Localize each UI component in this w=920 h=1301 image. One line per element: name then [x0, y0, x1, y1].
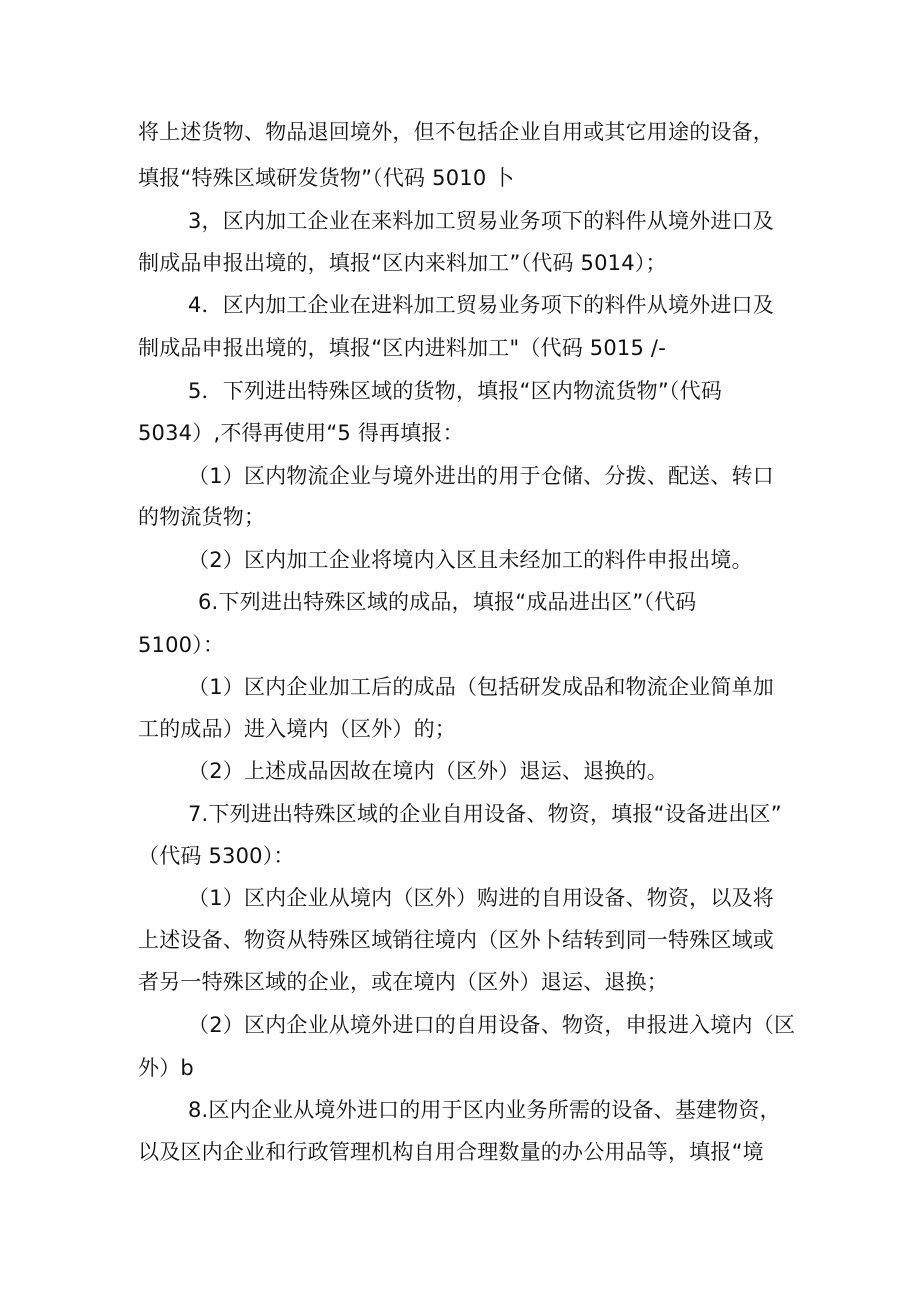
text-line: （2）区内企业从境外进口的自用设备、物资，申报进入境内（区 — [188, 1013, 796, 1037]
text-line: （1）区内企业从境内（区外）购进的自用设备、物资，以及将 — [188, 886, 774, 910]
text-line: 上述设备、物资从特殊区域销往境内（区外卜结转到同一特殊区域或 — [138, 928, 774, 952]
text-line: 5．下列进出特殊区域的货物，填报“区内物流货物”（代码 — [188, 379, 723, 403]
text-line: （代码 5300）： — [138, 844, 295, 868]
text-line: 将上述货物、物品退回境外，但不包括企业自用或其它用途的设备， — [138, 120, 774, 144]
text-line: 制成品申报出境的，填报“区内来料加工”（代码 5014）； — [138, 251, 667, 275]
text-line: （1）区内物流企业与境外进出的用于仓储、分拨、配送、转口 — [188, 464, 774, 488]
text-line: 工的成品）进入境内（区外）的； — [138, 717, 456, 741]
text-line: 7.下列进出特殊区域的企业自用设备、物资，填报“设备进出区” — [188, 802, 782, 826]
text-line: 以及区内企业和行政管理机构自用合理数量的办公用品等，填报“境 — [138, 1140, 764, 1164]
text-line: 5100）： — [138, 633, 225, 657]
text-line: 制成品申报出境的，填报“区内进料加工"（代码 5015 /- — [138, 336, 666, 360]
text-line: 6.下列进出特殊区域的成品，填报“成品进出区”（代码 — [198, 590, 697, 614]
text-line: 者另一特殊区域的企业，或在境内（区外）退运、退换； — [138, 970, 668, 994]
text-line: 外）b — [138, 1056, 194, 1080]
text-line: （2）区内加工企业将境内入区且未经加工的料件申报出境。 — [188, 548, 753, 572]
text-line: 5034）,不得再使用“5 得再填报： — [138, 421, 464, 445]
text-line: （1）区内企业加工后的成品（包括研发成品和物流企业简单加 — [188, 675, 774, 699]
text-line: 3，区内加工企业在来料加工贸易业务项下的料件从境外进口及 — [188, 209, 774, 233]
text-line: （2）上述成品因故在境内（区外）退运、退换的。 — [188, 759, 668, 783]
text-line: 的物流货物； — [138, 505, 266, 529]
text-line: 8.区内企业从境外进口的用于区内业务所需的设备、基建物资， — [188, 1098, 781, 1122]
text-line: 4．区内加工企业在进料加工贸易业务项下的料件从境外进口及 — [188, 293, 774, 317]
text-line: 填报“特殊区域研发货物”（代码 5010 卜 — [138, 166, 515, 190]
